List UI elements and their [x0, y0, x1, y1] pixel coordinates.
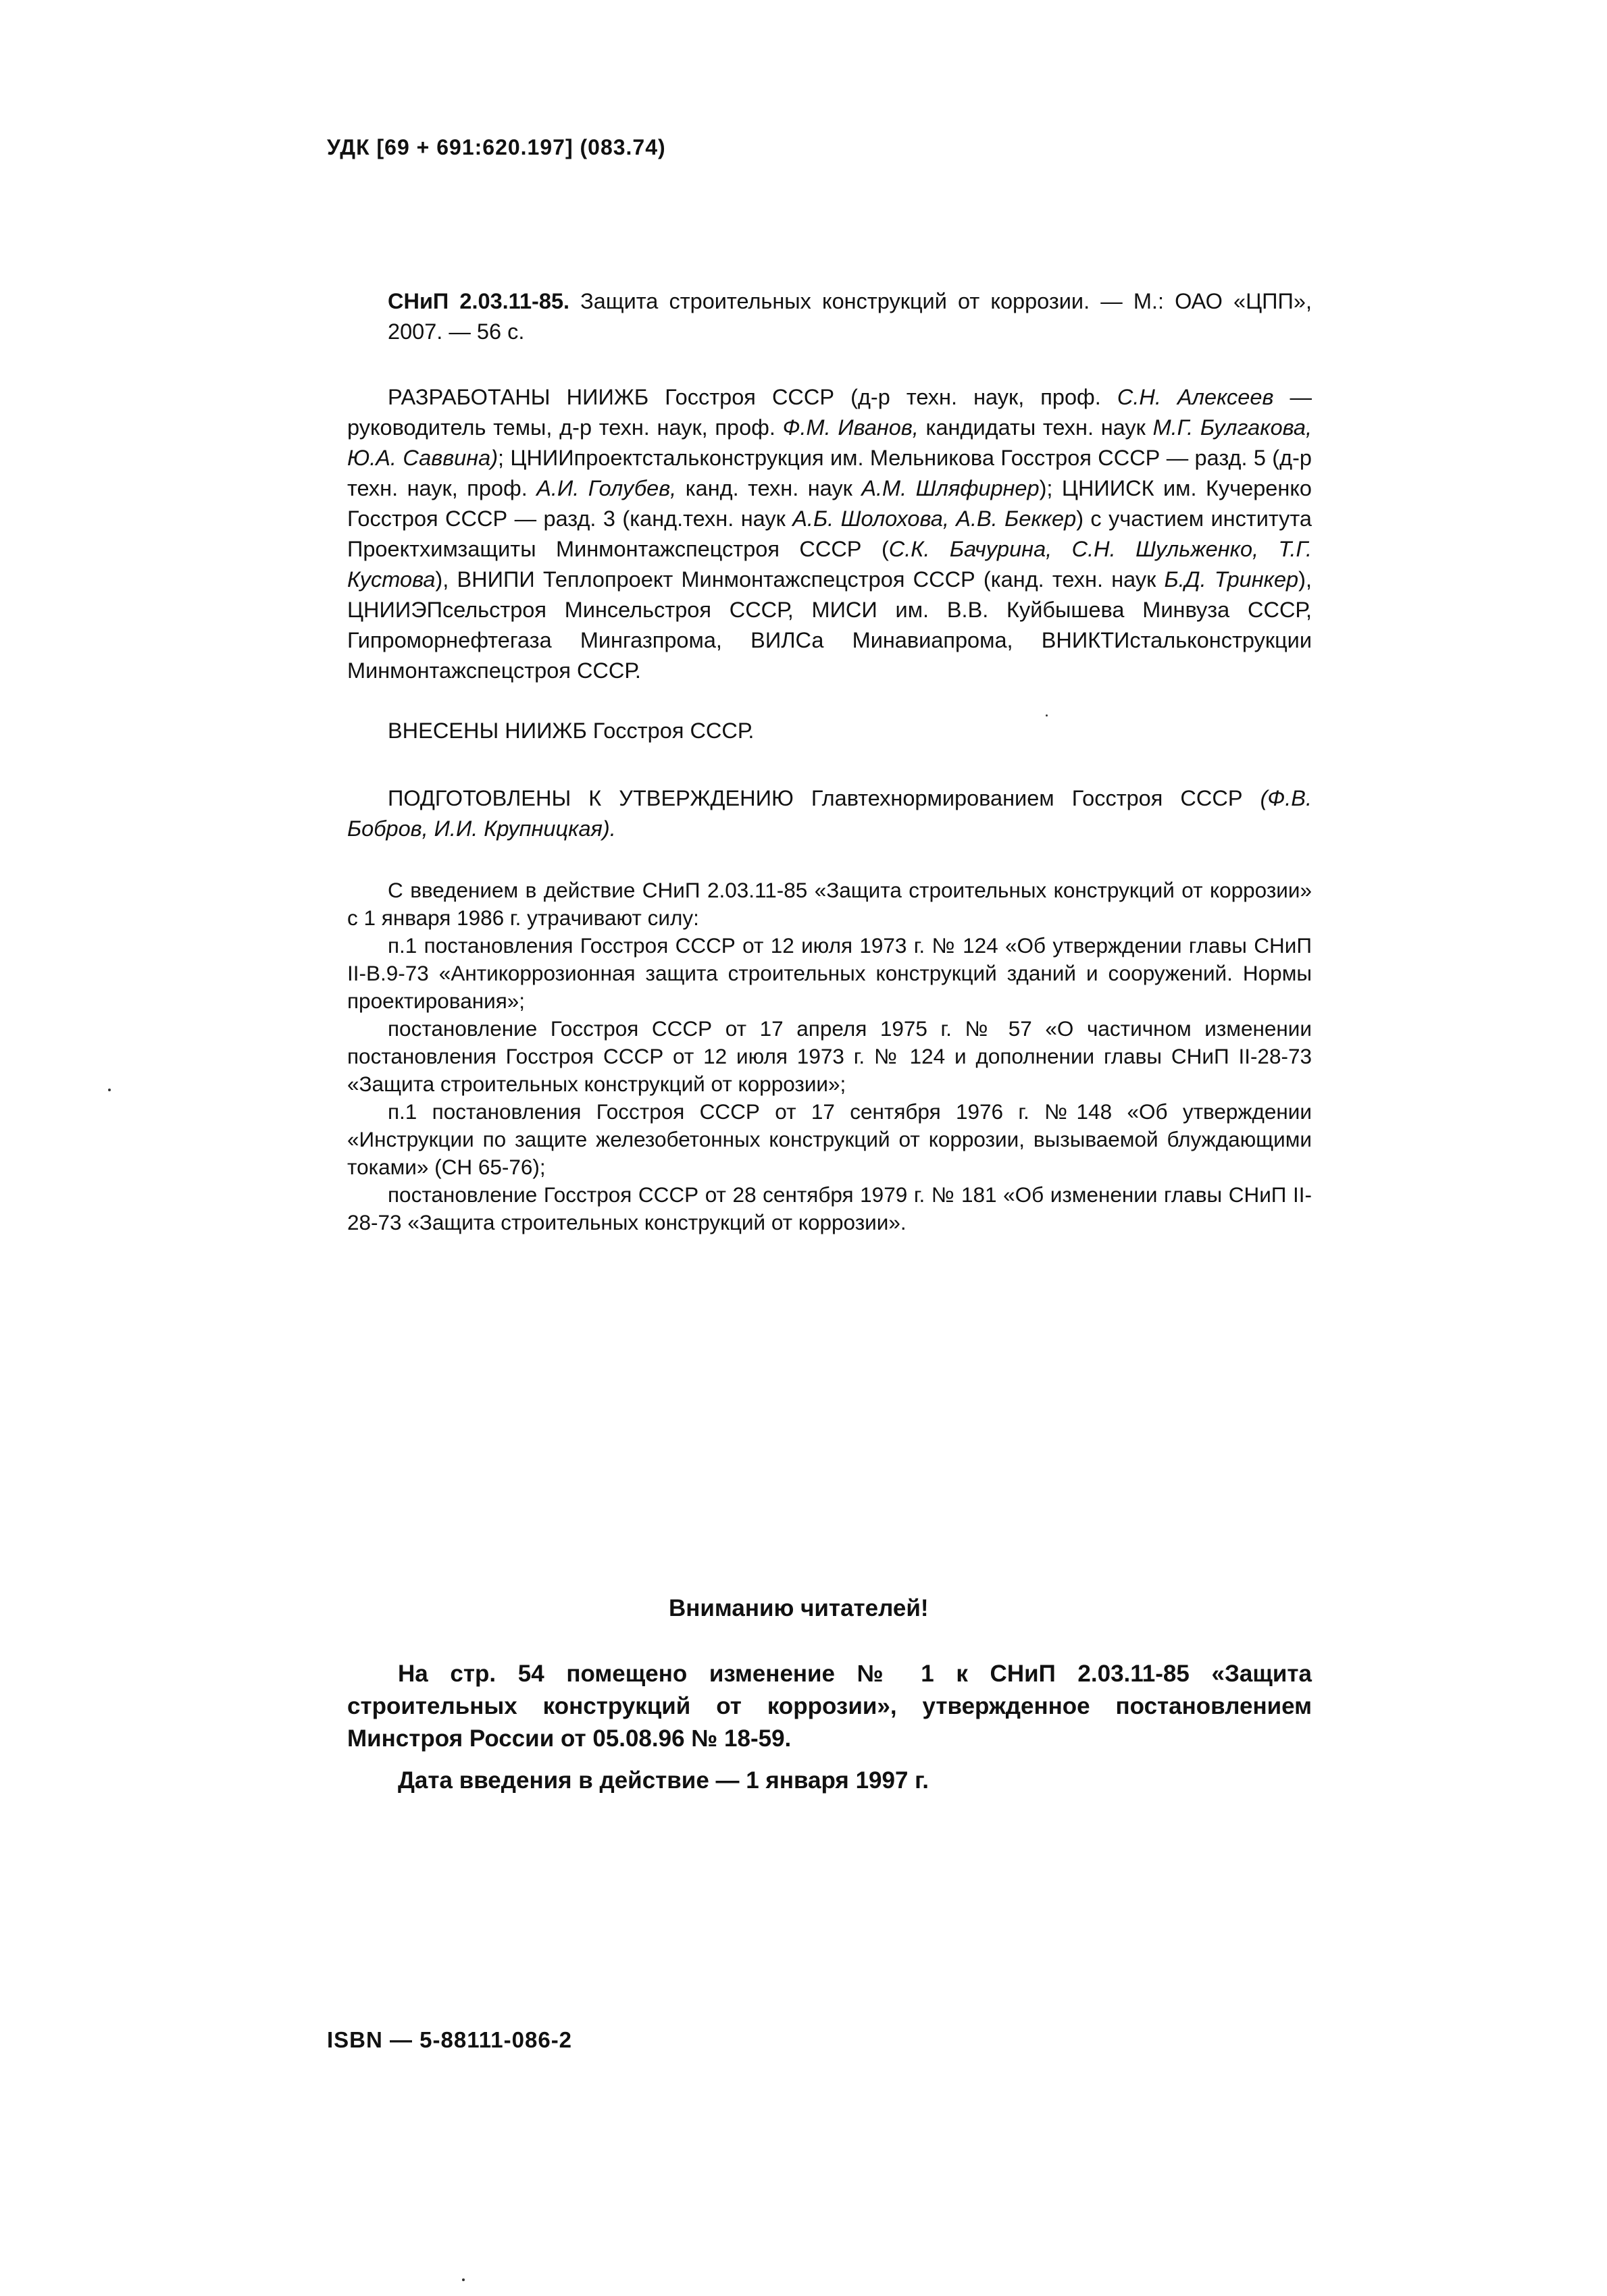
- developed-paragraph: [347, 382, 1312, 686]
- author-names: Б.Д. Тринкер: [1164, 567, 1299, 592]
- citation: [388, 286, 1312, 347]
- developed-text: — руководитель темы, д-р техн. наук, проф.: [347, 385, 1312, 440]
- developed-text: РАЗРАБОТАНЫ НИИЖБ Госстроя СССР (д-р техн. наук, проф.: [388, 385, 1117, 409]
- repeal-intro: С введением в действие СНиП 2.03.11-85 «Защита строительных конструкций от коррозии» с 1 января 1986 г. утрачивают силу:: [347, 878, 1312, 930]
- introduced-text: ВНЕСЕНЫ НИИЖБ Госстроя СССР.: [388, 719, 755, 743]
- prepared-names: (Ф.В. Бобров, И.И. Крупницкая).: [347, 786, 1312, 841]
- developed-text: кандидаты техн. наук: [918, 415, 1153, 440]
- author-names: А.М. Шляфирнер: [861, 476, 1040, 500]
- developed-text: ); ЦНИИСК им. Кучеренко Госстроя СССР — разд. 3 (канд.техн. наук: [347, 476, 1312, 531]
- developed-text: канд. техн. наук: [676, 476, 862, 500]
- notice-date: Дата введения в действие — 1 января 1997 г.: [398, 1767, 929, 1794]
- citation-code: СНиП 2.03.11-85.: [388, 289, 570, 313]
- developed-text: ), ВНИПИ Теплопроект Минмонтажспецстроя СССР (канд. техн. наук: [435, 567, 1165, 592]
- citation-text: Защита строительных конструкций от коррозии. — М.: ОАО «ЦПП», 2007. — 56 с.: [388, 289, 1312, 344]
- prepared-text: ПОДГОТОВЛЕНЫ К УТВЕРЖДЕНИЮ Главтехнормированием Госстроя СССР: [388, 786, 1260, 810]
- repeal-item: постановление Госстроя СССР от 17 апреля 1975 г. № 57 «О частичном изменении постановления Госстроя СССР от 12 июля 1973 г. № 124 и дополнении главы СНиП II-28-73 «Защита строительных конструкций от коррозии»;: [347, 1016, 1312, 1096]
- developed-text: ) с участием института Проектхимзащиты Минмонтажспецстроя СССР (: [347, 506, 1312, 561]
- udk-code: УДК [69 + 691:620.197] (083.74): [327, 135, 666, 159]
- repeal-item: постановление Госстроя СССР от 28 сентября 1979 г. № 181 «Об изменении главы СНиП II-28-73 «Защита строительных конструкций от коррозии».: [347, 1182, 1312, 1234]
- author-names: А.Б. Шолохова, А.В. Беккер: [792, 506, 1077, 531]
- author-names: М.Г. Булгакова, Ю.А. Саввина): [347, 415, 1312, 470]
- author-names: Ф.М. Иванов,: [782, 415, 919, 440]
- notice-title: Вниманию читателей!: [669, 1595, 929, 1621]
- developed-text: ), ЦНИИЭПсельстроя Минсельстроя СССР, МИСИ им. В.В. Куйбышева Минвуза СССР, Гипроморнефтегаза Мингазпрома, ВИЛСа Минавиапрома, ВНИКТИстальконструкции Минмонтажспецстроя СССР.: [347, 567, 1312, 683]
- repeal-item: п.1 постановления Госстроя СССР от 17 сентября 1976 г. №148 «Об утверждении «Инструкции по защите железобетонных конструкций от коррозии, вызываемой блуждающими токами» (СН 65-76);: [347, 1099, 1312, 1179]
- prepared-paragraph: [347, 783, 1312, 844]
- notice-body: На стр. 54 помещено изменение № 1 к СНиП 2.03.11-85 «Защита строительных конструкций от коррозии», утвержденное постановлением Минстроя России от 05.08.96 № 18-59.: [347, 1661, 1312, 1752]
- introduced-paragraph: [388, 716, 1312, 746]
- scan-speck: [462, 2278, 465, 2281]
- developed-text: ; ЦНИИпроектстальконструкция им. Мельникова Госстроя СССР — разд. 5 (д-р техн. наук, проф.: [347, 446, 1312, 500]
- author-names: С.Н. Алексеев: [1117, 385, 1274, 409]
- repeal-item: п.1 постановления Госстроя СССР от 12 июля 1973 г. № 124 «Об утверждении главы СНиП II-В.9-73 «Антикоррозионная защита строительных конструкций зданий и сооружений. Нормы проектирования»;: [347, 933, 1312, 1013]
- notice-section: [347, 1658, 1312, 1797]
- isbn: ISBN — 5-88111-086-2: [327, 2027, 573, 2052]
- repeal-section: [347, 877, 1312, 1236]
- scan-speck: [1046, 714, 1048, 716]
- author-names: С.К. Бачурина, С.Н. Шульженко, Т.Г. Кустова: [347, 537, 1312, 592]
- author-names: А.И. Голубев,: [536, 476, 677, 500]
- scan-speck: [108, 1089, 111, 1091]
